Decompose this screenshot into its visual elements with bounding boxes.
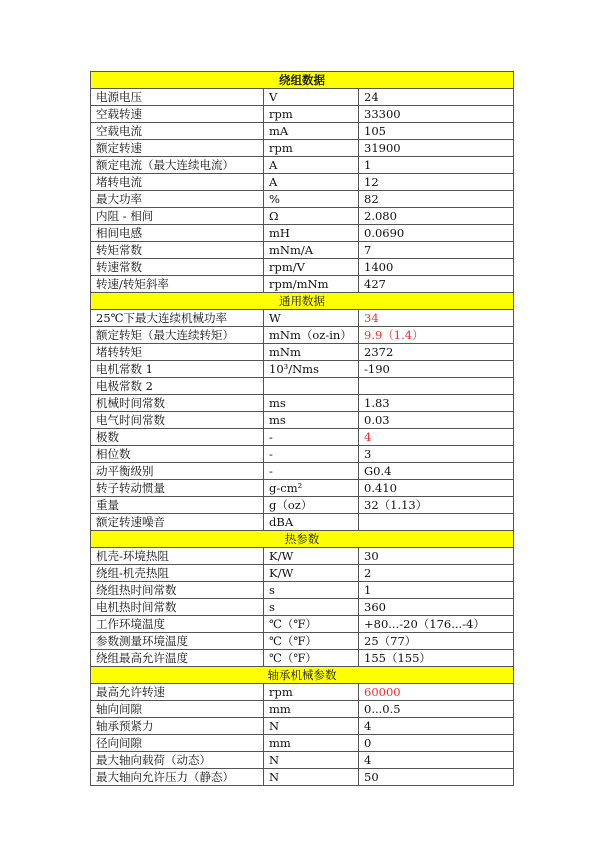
value-cell: 0.03 [359, 412, 514, 429]
parameter-name-cell: 轴承预紧力 [91, 718, 264, 735]
table-row [91, 735, 514, 752]
motor-spec-table [90, 71, 514, 786]
parameter-name-cell: 转速常数 [91, 259, 264, 276]
value-cell: 4 [359, 718, 514, 735]
value-cell: 2.080 [359, 208, 514, 225]
unit-cell: mNm [264, 344, 359, 361]
unit-cell: ms [264, 412, 359, 429]
unit-cell: ℃（℉） [264, 650, 359, 667]
value-cell: 1.83 [359, 395, 514, 412]
parameter-name-cell: 转速/转矩斜率 [91, 276, 264, 293]
unit-cell: g-cm² [264, 480, 359, 497]
value-cell: 155（155） [359, 650, 514, 667]
table-row [91, 718, 514, 735]
section-title: 绕组数据 [91, 72, 514, 89]
value-cell: 9.9（1.4） [359, 327, 514, 344]
value-cell: 31900 [359, 140, 514, 157]
unit-cell: A [264, 174, 359, 191]
table-row [91, 701, 514, 718]
parameter-name-cell: 最大轴向载荷（动态） [91, 752, 264, 769]
unit-cell: rpm/V [264, 259, 359, 276]
table-row [91, 327, 514, 344]
table-row [91, 497, 514, 514]
value-cell: G0.4 [359, 463, 514, 480]
section-title: 轴承机械参数 [91, 667, 514, 684]
unit-cell: Ω [264, 208, 359, 225]
value-cell: 33300 [359, 106, 514, 123]
parameter-name-cell: 转矩常数 [91, 242, 264, 259]
value-cell: 427 [359, 276, 514, 293]
value-cell: 50 [359, 769, 514, 786]
parameter-name-cell: 动平衡级别 [91, 463, 264, 480]
unit-cell: mH [264, 225, 359, 242]
value-cell: 25（77） [359, 633, 514, 650]
unit-cell: mNm（oz-in） [264, 327, 359, 344]
parameter-name-cell: 电极常数 2 [91, 378, 264, 395]
parameter-name-cell: 内阻 - 相间 [91, 208, 264, 225]
parameter-name-cell: 工作环境温度 [91, 616, 264, 633]
value-cell: 7 [359, 242, 514, 259]
unit-cell: ℃（℉） [264, 616, 359, 633]
parameter-name-cell: 参数测量环境温度 [91, 633, 264, 650]
unit-cell: mA [264, 123, 359, 140]
table-row [91, 463, 514, 480]
unit-cell: W [264, 310, 359, 327]
unit-cell: K/W [264, 548, 359, 565]
parameter-name-cell: 堵转转矩 [91, 344, 264, 361]
value-cell: 3 [359, 446, 514, 463]
parameter-name-cell: 额定转速噪音 [91, 514, 264, 531]
unit-cell: dBA [264, 514, 359, 531]
value-cell: 2372 [359, 344, 514, 361]
unit-cell: N [264, 718, 359, 735]
table-row [91, 769, 514, 786]
table-row [91, 752, 514, 769]
unit-cell: 10³/Nms [264, 361, 359, 378]
table-row [91, 599, 514, 616]
table-row [91, 89, 514, 106]
unit-cell: A [264, 157, 359, 174]
unit-cell: ℃（℉） [264, 633, 359, 650]
parameter-name-cell: 空载转速 [91, 106, 264, 123]
value-cell: 32（1.13） [359, 497, 514, 514]
parameter-name-cell: 转子转动惯量 [91, 480, 264, 497]
table-row [91, 157, 514, 174]
value-cell: 0.0690 [359, 225, 514, 242]
parameter-name-cell: 绕组热时间常数 [91, 582, 264, 599]
parameter-name-cell: 电机热时间常数 [91, 599, 264, 616]
unit-cell: mm [264, 735, 359, 752]
value-cell: 34 [359, 310, 514, 327]
value-cell: 24 [359, 89, 514, 106]
value-cell: 105 [359, 123, 514, 140]
table-row [91, 123, 514, 140]
table-row [91, 361, 514, 378]
parameter-name-cell: 径向间隙 [91, 735, 264, 752]
unit-cell: rpm [264, 684, 359, 701]
unit-cell: s [264, 582, 359, 599]
value-cell: 1 [359, 157, 514, 174]
value-cell [359, 378, 514, 395]
table-row [91, 395, 514, 412]
unit-cell: g（oz） [264, 497, 359, 514]
parameter-name-cell: 最高允许转速 [91, 684, 264, 701]
unit-cell: % [264, 191, 359, 208]
section-header-row [91, 531, 514, 548]
table-row [91, 174, 514, 191]
table-row [91, 633, 514, 650]
table-row [91, 650, 514, 667]
parameter-name-cell: 绕组最高允许温度 [91, 650, 264, 667]
value-cell: 2 [359, 565, 514, 582]
unit-cell: V [264, 89, 359, 106]
table-row [91, 565, 514, 582]
value-cell: 12 [359, 174, 514, 191]
table-row [91, 378, 514, 395]
section-title: 热参数 [91, 531, 514, 548]
unit-cell: - [264, 446, 359, 463]
unit-cell [264, 378, 359, 395]
parameter-name-cell: 额定电流（最大连续电流） [91, 157, 264, 174]
table-row [91, 446, 514, 463]
table-row [91, 344, 514, 361]
value-cell: 0...0.5 [359, 701, 514, 718]
parameter-name-cell: 堵转电流 [91, 174, 264, 191]
table-row [91, 225, 514, 242]
table-row [91, 480, 514, 497]
unit-cell: rpm/mNm [264, 276, 359, 293]
parameter-name-cell: 相位数 [91, 446, 264, 463]
parameter-name-cell: 相间电感 [91, 225, 264, 242]
unit-cell: N [264, 769, 359, 786]
unit-cell: ms [264, 395, 359, 412]
table-row [91, 548, 514, 565]
table-row [91, 514, 514, 531]
parameter-name-cell: 机械时间常数 [91, 395, 264, 412]
unit-cell: rpm [264, 106, 359, 123]
section-header-row [91, 72, 514, 89]
value-cell: 82 [359, 191, 514, 208]
value-cell: 60000 [359, 684, 514, 701]
parameter-name-cell: 最大轴向允许压力（静态） [91, 769, 264, 786]
value-cell [359, 514, 514, 531]
table-row [91, 310, 514, 327]
table-row [91, 259, 514, 276]
parameter-name-cell: 25℃下最大连续机械功率 [91, 310, 264, 327]
parameter-name-cell: 机壳-环境热阻 [91, 548, 264, 565]
unit-cell: mm [264, 701, 359, 718]
value-cell: 0.410 [359, 480, 514, 497]
table-row [91, 208, 514, 225]
parameter-name-cell: 额定转速 [91, 140, 264, 157]
table-row [91, 106, 514, 123]
value-cell: 1 [359, 582, 514, 599]
table-row [91, 276, 514, 293]
table-row [91, 140, 514, 157]
unit-cell: - [264, 429, 359, 446]
parameter-name-cell: 空载电流 [91, 123, 264, 140]
parameter-name-cell: 极数 [91, 429, 264, 446]
table-row [91, 242, 514, 259]
parameter-name-cell: 电机常数 1 [91, 361, 264, 378]
parameter-name-cell: 最大功率 [91, 191, 264, 208]
parameter-name-cell: 电气时间常数 [91, 412, 264, 429]
parameter-name-cell: 电源电压 [91, 89, 264, 106]
unit-cell: s [264, 599, 359, 616]
unit-cell: K/W [264, 565, 359, 582]
table-row [91, 412, 514, 429]
section-title: 通用数据 [91, 293, 514, 310]
table-row [91, 684, 514, 701]
parameter-name-cell: 绕组-机壳热阻 [91, 565, 264, 582]
table-row [91, 616, 514, 633]
table-row [91, 582, 514, 599]
unit-cell: mNm/A [264, 242, 359, 259]
section-header-row [91, 667, 514, 684]
parameter-name-cell: 轴向间隙 [91, 701, 264, 718]
table-row [91, 429, 514, 446]
unit-cell: rpm [264, 140, 359, 157]
section-header-row [91, 293, 514, 310]
value-cell: 30 [359, 548, 514, 565]
table-row [91, 191, 514, 208]
value-cell: +80...-20（176...-4） [359, 616, 514, 633]
value-cell: -190 [359, 361, 514, 378]
value-cell: 4 [359, 752, 514, 769]
value-cell: 1400 [359, 259, 514, 276]
parameter-name-cell: 重量 [91, 497, 264, 514]
parameter-name-cell: 额定转矩（最大连续转矩） [91, 327, 264, 344]
value-cell: 360 [359, 599, 514, 616]
unit-cell: - [264, 463, 359, 480]
spec-table-body [91, 72, 514, 786]
value-cell: 4 [359, 429, 514, 446]
unit-cell: N [264, 752, 359, 769]
value-cell: 0 [359, 735, 514, 752]
